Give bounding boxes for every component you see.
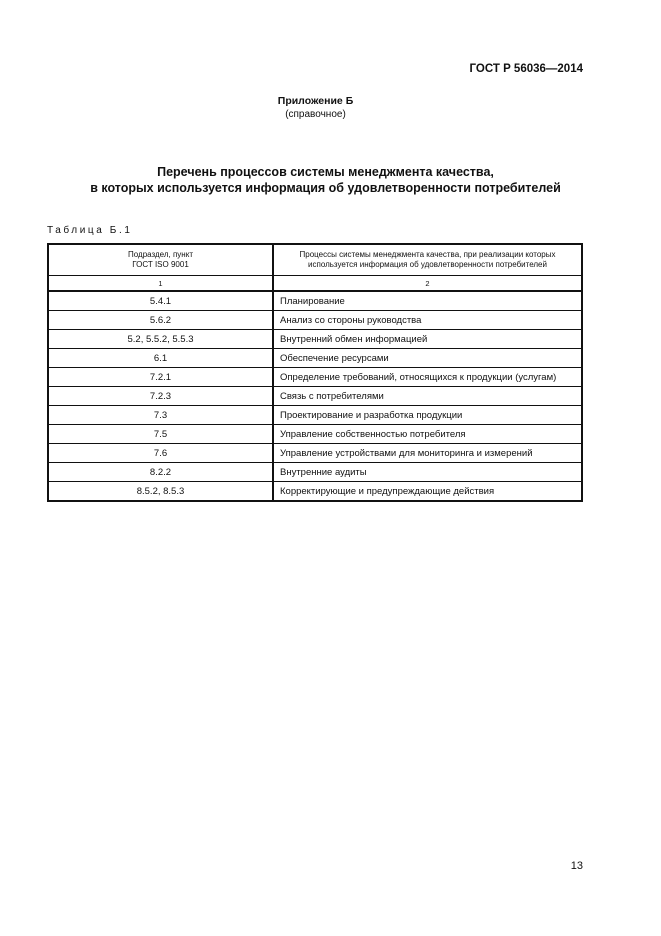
column-number-row — [48, 276, 582, 292]
process-cell: Обеспечение ресурсами — [273, 349, 582, 368]
title-line-1: Перечень процессов системы менеджмента качества, — [157, 165, 494, 179]
table-row — [48, 291, 582, 311]
process-cell: Определение требований, относящихся к продукции (услугам) — [273, 368, 582, 387]
header-clause — [48, 244, 273, 276]
appendix-title: Приложение Б — [277, 95, 354, 107]
table-row — [48, 444, 582, 463]
clause-cell: 6.1 — [48, 349, 273, 368]
table-row — [48, 330, 582, 349]
table-row — [48, 368, 582, 387]
clause-cell: 7.5 — [48, 425, 273, 444]
process-cell: Анализ со стороны руководства — [273, 311, 582, 330]
process-cell: Планирование — [273, 291, 582, 311]
header-clause-line-1: Подраздел, пункт — [128, 250, 193, 259]
process-cell: Корректирующие и предупреждающие действия — [273, 482, 582, 502]
table-row — [48, 406, 582, 425]
clause-cell: 8.5.2, 8.5.3 — [48, 482, 273, 502]
header-clause-line-2: ГОСТ ISO 9001 — [132, 260, 189, 269]
process-cell: Внутренние аудиты — [273, 463, 582, 482]
table-caption: Таблица Б.1 — [47, 225, 133, 236]
column-number-1: 1 — [48, 276, 273, 292]
clause-cell: 7.6 — [48, 444, 273, 463]
title-line-2: в которых используется информация об удовлетворенности потребителей — [90, 181, 561, 195]
appendix-subtitle: (справочное) — [285, 109, 346, 120]
clause-cell: 5.2, 5.5.2, 5.5.3 — [48, 330, 273, 349]
clause-cell: 5.4.1 — [48, 291, 273, 311]
process-cell: Управление устройствами для мониторинга и измерений — [273, 444, 582, 463]
document-title — [0, 164, 661, 196]
table-row — [48, 387, 582, 406]
table-row — [48, 311, 582, 330]
table-row — [48, 482, 582, 502]
process-cell: Проектирование и разработка продукции — [273, 406, 582, 425]
clause-cell: 7.2.1 — [48, 368, 273, 387]
table-header-row — [48, 244, 582, 276]
process-cell: Внутренний обмен информацией — [273, 330, 582, 349]
clause-cell: 8.2.2 — [48, 463, 273, 482]
process-cell: Связь с потребителями — [273, 387, 582, 406]
appendix-heading — [0, 95, 661, 120]
header-process — [273, 244, 582, 276]
table-row — [48, 425, 582, 444]
processes-table — [47, 243, 583, 502]
clause-cell: 7.3 — [48, 406, 273, 425]
clause-cell: 7.2.3 — [48, 387, 273, 406]
header-process-line-2: используется информация об удовлетворенности потребителей — [308, 260, 547, 269]
header-process-line-1: Процессы системы менеджмента качества, при реализации которых — [299, 250, 556, 259]
standard-code: ГОСТ Р 56036—2014 — [469, 63, 583, 75]
clause-cell: 5.6.2 — [48, 311, 273, 330]
table-row — [48, 463, 582, 482]
page-number: 13 — [570, 860, 583, 872]
process-cell: Управление собственностью потребителя — [273, 425, 582, 444]
table-row — [48, 349, 582, 368]
column-number-2: 2 — [273, 276, 582, 292]
